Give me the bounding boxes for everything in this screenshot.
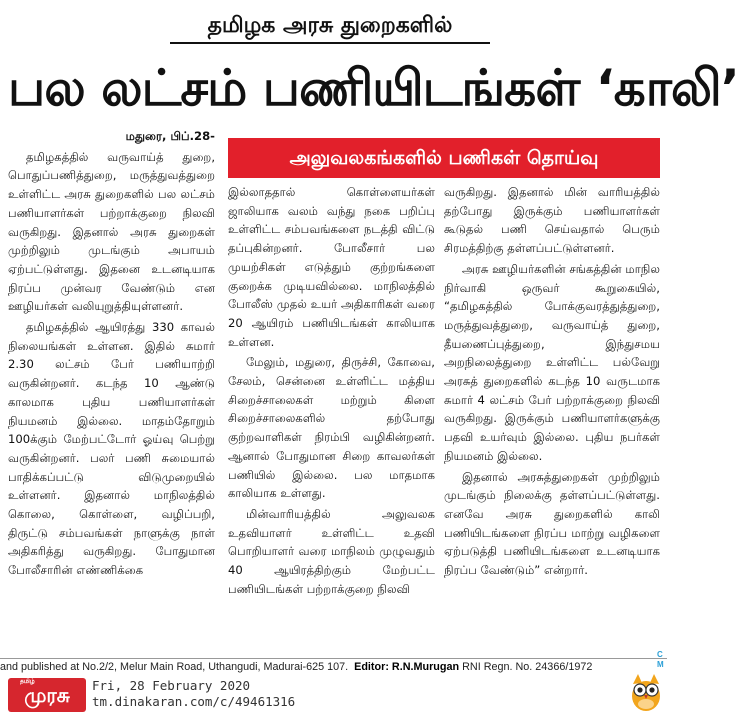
article-column-3 bbox=[444, 183, 660, 657]
article-column-1 bbox=[8, 127, 215, 657]
paragraph: மின்வாரியத்தில் அலுவலக உதவியாளர் உள்ளிட்ட உதவி பொறியாளர் வரை மாநிலம் முழுவதும் 40 ஆயிரத்திற்கும் மேற்பட்ட பணியிடங்கள் பற்றாக்குறை நிலவி bbox=[228, 506, 435, 596]
publication-meta bbox=[92, 678, 295, 710]
paragraph: வருகிறது. இதனால் மின் வாரியத்தில் தற்போது இருக்கும் பணியாளர்கள் கூடுதல் பணி செய்வதால் பெரும் சிரமத்திற்கு தள்ளப்பட்டுள்ளனர். bbox=[444, 185, 660, 256]
paragraph: அரசு ஊழியர்களின் சங்கத்தின் மாநில நிர்வாகி ஒருவர் கூறுகையில், “தமிழகத்தில் போக்குவரத்துத்துறை, மருத்துவத்துறை, வருவாய்த் துறை, தீயணைப்புத்துறை, இந்துசமய அறநிலைத்துறை உள்ளிட்ட பல்வேறு அரசுத் துறைகளில் கடந்த 10 வருடமாக சுமார் 4 லட்சம் பேர் பற்றாக்குறை நிலவி வருகிறது. இருக்கும் பணியாளர்களுக்கு பதவி உயர்வும் இல்லை. புதிய நபர்கள் நியமனம் இல்லை. bbox=[444, 261, 660, 463]
logo-small-text: தமிழ் bbox=[20, 678, 35, 685]
article-headline: பல லட்சம் பணியிடங்கள் ‘காலி’ bbox=[8, 59, 739, 117]
publication-date: Fri, 28 February 2020 bbox=[92, 678, 251, 693]
side-tag: C M bbox=[657, 650, 664, 669]
article-column-2 bbox=[228, 183, 435, 657]
imprint-editor: Editor: R.N.Murugan bbox=[354, 661, 460, 673]
logo-text: முரசு bbox=[24, 683, 70, 707]
newspaper-logo[interactable] bbox=[8, 678, 86, 712]
article-url[interactable]: tm.dinakaran.com/c/49461316 bbox=[92, 694, 296, 709]
paragraph: தமிழகத்தில் ஆயிரத்து 330 காவல் நிலையங்கள் உள்ளன. இதில் சுமார் 2.30 லட்சம் பேர் பணியாற்றி வருகின்றனர். கடந்த 10 ஆண்டு காலமாக புதிய பணியாளர்கள் நியமனம் இல்லை. மாதம்தோறும் 100க்கும் மேற்பட்டோர் ஓய்வு பெற்று வருகின்றனர். பலர் பணி சுமையால் பாதிக்கப்பட்டு விடுமுறையில் உள்ளனர். இதனால் மாநிலத்தில் கொலை, கொள்ளை, வழிப்பறி, திருட்டு சம்பவங்கள் நாளுக்கு நாள் அதிகரித்து வருகிறது. போதுமான போலீசாரின் எண்ணிக்கை bbox=[8, 320, 215, 578]
dateline: மதுரை, பிப்.28- bbox=[125, 129, 215, 143]
imprint-line bbox=[0, 658, 667, 676]
paragraph: மேலும், மதுரை, திருச்சி, கோவை, சேலம், சென்னை உள்ளிட்ட மத்திய சிறைச்சாலைகள் மற்றும் கிளை சிறைச்சாலைகளில் தற்போது குற்றவாளிகள் நிரம்பி வழிகின்றனர். ஆனால் போதுமான சிறை காவலர்கள் பணியில் இல்லை. பல மாதமாக காலியாக உள்ளது. bbox=[228, 355, 435, 501]
paragraph: இல்லாததால் கொள்ளையர்கள் ஜாலியாக வலம் வந்து நகை பறிப்பு உள்ளிட்ட சம்பவங்களை நடத்தி விட்டு தப்புகின்றனர். போலீசார் பல முயற்சிகள் எடுத்தும் குற்றங்களை குறைக்க முடியவில்லை. மாநிலத்தில் போலீஸ் முதல் உயர் அதிகாரிகள் வரை 20 ஆயிரம் பணியிடங்கள் காலியாக உள்ளன. bbox=[228, 185, 435, 349]
owl-mascot-icon bbox=[628, 672, 664, 712]
imprint-address: and published at No.2/2, Melur Main Road, Uthangudi, Madurai-625 107. bbox=[0, 661, 349, 673]
paragraph: தமிழகத்தில் வருவாய்த் துறை, பொதுப்பணித்துறை, மருத்துவத்துறை உள்ளிட்ட அரசு துறைகளில் பல லட்சம் பணியாளர்கள் பற்றாக்குறை நிலவி வருகிறது. இதனால் அரசு துறைகள் முற்றிலும் முடங்கும் அபாயம் ஏற்பட்டுள்ளது. இதனை உடனடியாக நிரப்ப முன்வர வேண்டும் என ஊழியர்கள் வலியுறுத்தியுள்ளனர். bbox=[8, 149, 215, 314]
article-kicker: தமிழக அரசு துறைகளில் bbox=[170, 10, 490, 44]
article-subhead: அலுவலகங்களில் பணிகள் தொய்வு bbox=[228, 138, 660, 178]
footer bbox=[0, 676, 667, 715]
paragraph: இதனால் அரசுத்துறைகள் முற்றிலும் முடங்கும் நிலைக்கு தள்ளப்பட்டுள்ளது. எனவே அரசு துறைகளில் காலி பணியிடங்களை நிரப்ப மாற்று வழிகளை ஏற்படுத்தி பணியிடங்களை உடனடியாக நிரப்ப வேண்டும்” என்றார். bbox=[444, 469, 660, 578]
imprint-regn: RNI Regn. No. 24366/1972 bbox=[462, 661, 593, 673]
